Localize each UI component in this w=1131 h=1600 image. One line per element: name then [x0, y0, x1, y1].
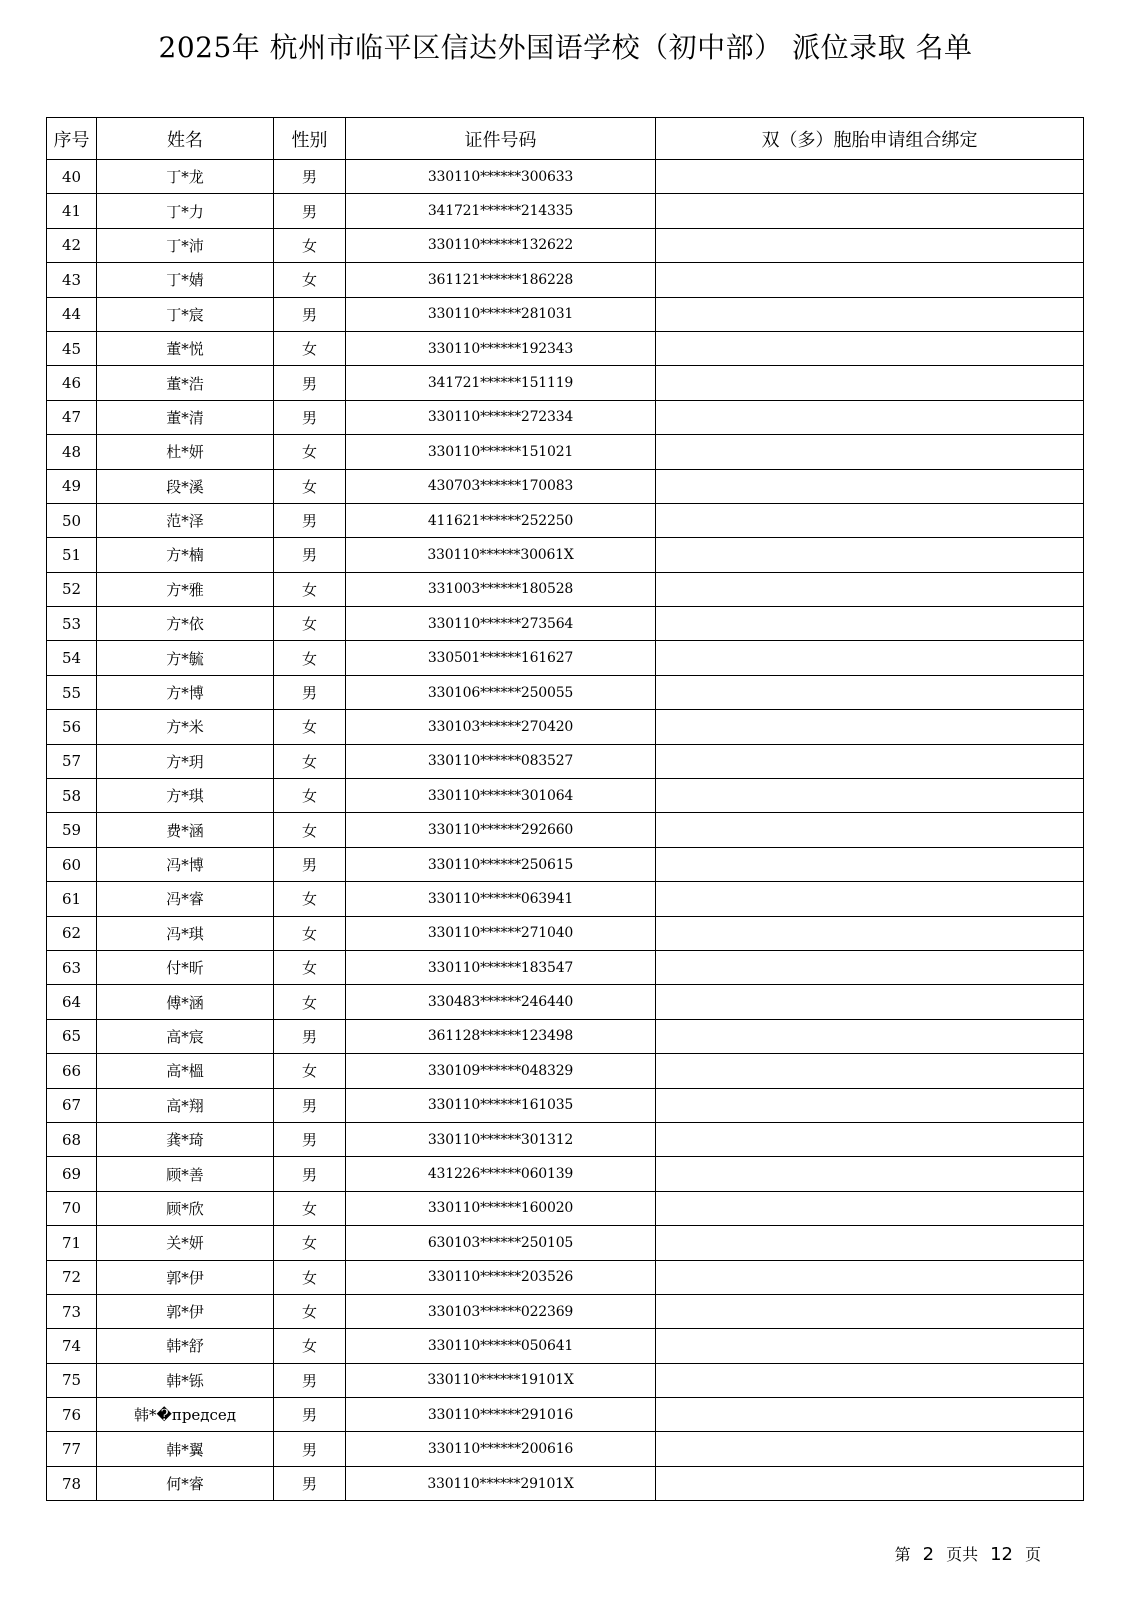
- page-footer: [895, 1542, 1041, 1565]
- cell-twin: [656, 1294, 1084, 1328]
- table-row: [47, 1088, 1084, 1122]
- cell-name: 龚*琦: [97, 1122, 274, 1156]
- cell-gender: 男: [274, 160, 346, 194]
- table-row: [47, 641, 1084, 675]
- cell-gender: 女: [274, 813, 346, 847]
- cell-twin: [656, 1157, 1084, 1191]
- cell-name: 高*翔: [97, 1088, 274, 1122]
- cell-twin: [656, 503, 1084, 537]
- cell-twin: [656, 916, 1084, 950]
- cell-twin: [656, 194, 1084, 228]
- table-row: [47, 366, 1084, 400]
- cell-seq: 58: [47, 779, 97, 813]
- cell-name: 冯*博: [97, 847, 274, 881]
- cell-gender: 男: [274, 538, 346, 572]
- cell-seq: 59: [47, 813, 97, 847]
- cell-id: 330110******29101X: [346, 1466, 656, 1500]
- cell-seq: 45: [47, 331, 97, 365]
- table-row: [47, 1191, 1084, 1225]
- table-row: [47, 1260, 1084, 1294]
- cell-twin: [656, 1363, 1084, 1397]
- cell-name: 高*榲: [97, 1054, 274, 1088]
- cell-twin: [656, 882, 1084, 916]
- cell-gender: 女: [274, 607, 346, 641]
- cell-seq: 72: [47, 1260, 97, 1294]
- cell-twin: [656, 1432, 1084, 1466]
- cell-twin: [656, 1466, 1084, 1500]
- footer-middle: 页共: [946, 1545, 979, 1564]
- cell-seq: 60: [47, 847, 97, 881]
- cell-name: 杜*妍: [97, 435, 274, 469]
- cell-name: 董*浩: [97, 366, 274, 400]
- cell-id: 330110******050641: [346, 1329, 656, 1363]
- cell-id: 330110******291016: [346, 1398, 656, 1432]
- cell-twin: [656, 607, 1084, 641]
- table-row: [47, 1432, 1084, 1466]
- cell-seq: 54: [47, 641, 97, 675]
- cell-twin: [656, 297, 1084, 331]
- table-row: [47, 744, 1084, 778]
- cell-id: 330110******19101X: [346, 1363, 656, 1397]
- cell-twin: [656, 985, 1084, 1019]
- cell-seq: 63: [47, 950, 97, 984]
- cell-id: 330110******192343: [346, 331, 656, 365]
- cell-id: 330110******183547: [346, 950, 656, 984]
- cell-seq: 41: [47, 194, 97, 228]
- cell-twin: [656, 779, 1084, 813]
- cell-seq: 42: [47, 228, 97, 262]
- cell-name: 段*溪: [97, 469, 274, 503]
- cell-name: 丁*宸: [97, 297, 274, 331]
- cell-id: 330110******273564: [346, 607, 656, 641]
- cell-twin: [656, 572, 1084, 606]
- cell-gender: 女: [274, 1329, 346, 1363]
- cell-id: 330106******250055: [346, 675, 656, 709]
- page-title: 2025年 杭州市临平区信达外国语学校（初中部） 派位录取 名单: [158, 31, 973, 64]
- cell-id: 330110******281031: [346, 297, 656, 331]
- cell-id: 411621******252250: [346, 503, 656, 537]
- table-row: [47, 985, 1084, 1019]
- cell-seq: 43: [47, 263, 97, 297]
- cell-id: 330110******271040: [346, 916, 656, 950]
- cell-gender: 男: [274, 847, 346, 881]
- cell-id: 330110******151021: [346, 435, 656, 469]
- cell-id: 330483******246440: [346, 985, 656, 1019]
- cell-gender: 男: [274, 1122, 346, 1156]
- cell-id: 330110******200616: [346, 1432, 656, 1466]
- cell-name: 丁*婧: [97, 263, 274, 297]
- cell-id: 330110******30061X: [346, 538, 656, 572]
- cell-id: 330110******083527: [346, 744, 656, 778]
- cell-name: 方*毓: [97, 641, 274, 675]
- cell-seq: 40: [47, 160, 97, 194]
- table-row: [47, 400, 1084, 434]
- table-header-row: [47, 118, 1084, 160]
- table-row: [47, 538, 1084, 572]
- cell-gender: 女: [274, 1294, 346, 1328]
- cell-gender: 男: [274, 297, 346, 331]
- footer-suffix: 页: [1024, 1545, 1041, 1564]
- cell-seq: 49: [47, 469, 97, 503]
- cell-name: 范*泽: [97, 503, 274, 537]
- cell-name: 方*博: [97, 675, 274, 709]
- cell-id: 330110******063941: [346, 882, 656, 916]
- cell-gender: 女: [274, 710, 346, 744]
- cell-name: 顾*欣: [97, 1191, 274, 1225]
- cell-gender: 男: [274, 503, 346, 537]
- cell-name: 冯*睿: [97, 882, 274, 916]
- cell-seq: 56: [47, 710, 97, 744]
- cell-name: 关*妍: [97, 1226, 274, 1260]
- footer-page-number: 2: [922, 1544, 935, 1565]
- cell-name: 何*睿: [97, 1466, 274, 1500]
- admission-list-table: [46, 117, 1084, 1501]
- cell-name: 方*琪: [97, 779, 274, 813]
- cell-seq: 53: [47, 607, 97, 641]
- cell-name: 韩*铄: [97, 1363, 274, 1397]
- cell-gender: 女: [274, 572, 346, 606]
- cell-gender: 男: [274, 194, 346, 228]
- cell-seq: 77: [47, 1432, 97, 1466]
- table-row: [47, 1054, 1084, 1088]
- table-row: [47, 1122, 1084, 1156]
- cell-gender: 女: [274, 331, 346, 365]
- table-row: [47, 572, 1084, 606]
- cell-gender: 女: [274, 916, 346, 950]
- cell-name: 郭*伊: [97, 1260, 274, 1294]
- cell-twin: [656, 1122, 1084, 1156]
- cell-id: 330103******270420: [346, 710, 656, 744]
- table-body: [47, 160, 1084, 1501]
- cell-gender: 女: [274, 744, 346, 778]
- cell-seq: 47: [47, 400, 97, 434]
- cell-id: 431226******060139: [346, 1157, 656, 1191]
- cell-id: 330110******301064: [346, 779, 656, 813]
- table-row: [47, 297, 1084, 331]
- table-row: [47, 194, 1084, 228]
- cell-twin: [656, 1260, 1084, 1294]
- cell-twin: [656, 538, 1084, 572]
- cell-gender: 男: [274, 1019, 346, 1053]
- table-row: [47, 813, 1084, 847]
- table-row: [47, 1398, 1084, 1432]
- table-row: [47, 331, 1084, 365]
- header-seq: 序号: [47, 118, 97, 160]
- header-id: 证件号码: [346, 118, 656, 160]
- cell-seq: 46: [47, 366, 97, 400]
- cell-twin: [656, 1329, 1084, 1363]
- cell-twin: [656, 1019, 1084, 1053]
- cell-twin: [656, 1054, 1084, 1088]
- table-row: [47, 1466, 1084, 1500]
- cell-gender: 男: [274, 1432, 346, 1466]
- cell-twin: [656, 435, 1084, 469]
- table-row: [47, 882, 1084, 916]
- cell-id: 330110******161035: [346, 1088, 656, 1122]
- cell-twin: [656, 1088, 1084, 1122]
- cell-twin: [656, 263, 1084, 297]
- cell-gender: 女: [274, 228, 346, 262]
- table-row: [47, 950, 1084, 984]
- cell-seq: 62: [47, 916, 97, 950]
- cell-id: 430703******170083: [346, 469, 656, 503]
- cell-name: 冯*琪: [97, 916, 274, 950]
- table-row: [47, 503, 1084, 537]
- table-row: [47, 1019, 1084, 1053]
- cell-twin: [656, 366, 1084, 400]
- cell-id: 330110******160020: [346, 1191, 656, 1225]
- header-name: 姓名: [97, 118, 274, 160]
- cell-twin: [656, 469, 1084, 503]
- cell-twin: [656, 1226, 1084, 1260]
- cell-gender: 男: [274, 1088, 346, 1122]
- table-row: [47, 847, 1084, 881]
- cell-id: 361128******123498: [346, 1019, 656, 1053]
- cell-gender: 男: [274, 1466, 346, 1500]
- cell-name: 韩*舒: [97, 1329, 274, 1363]
- cell-seq: 78: [47, 1466, 97, 1500]
- cell-name: 方*楠: [97, 538, 274, 572]
- cell-name: 方*米: [97, 710, 274, 744]
- cell-seq: 76: [47, 1398, 97, 1432]
- cell-name: 郭*伊: [97, 1294, 274, 1328]
- cell-name: 高*宸: [97, 1019, 274, 1053]
- cell-name: 丁*沛: [97, 228, 274, 262]
- cell-name: 方*雅: [97, 572, 274, 606]
- table-row: [47, 779, 1084, 813]
- cell-seq: 70: [47, 1191, 97, 1225]
- cell-id: 330110******272334: [346, 400, 656, 434]
- cell-seq: 68: [47, 1122, 97, 1156]
- cell-twin: [656, 641, 1084, 675]
- cell-name: 方*玥: [97, 744, 274, 778]
- cell-id: 341721******151119: [346, 366, 656, 400]
- footer-prefix: 第: [894, 1545, 911, 1564]
- cell-id: 361121******186228: [346, 263, 656, 297]
- header-gender: 性别: [274, 118, 346, 160]
- cell-twin: [656, 950, 1084, 984]
- cell-gender: 女: [274, 1260, 346, 1294]
- cell-name: 顾*善: [97, 1157, 274, 1191]
- cell-id: 330109******048329: [346, 1054, 656, 1088]
- cell-name: 傅*涵: [97, 985, 274, 1019]
- cell-gender: 女: [274, 1191, 346, 1225]
- cell-id: 341721******214335: [346, 194, 656, 228]
- cell-twin: [656, 813, 1084, 847]
- cell-name: 丁*龙: [97, 160, 274, 194]
- cell-twin: [656, 675, 1084, 709]
- cell-seq: 75: [47, 1363, 97, 1397]
- cell-seq: 55: [47, 675, 97, 709]
- cell-seq: 52: [47, 572, 97, 606]
- cell-gender: 男: [274, 1157, 346, 1191]
- cell-twin: [656, 1398, 1084, 1432]
- cell-id: 330110******292660: [346, 813, 656, 847]
- cell-name: 丁*力: [97, 194, 274, 228]
- table-row: [47, 263, 1084, 297]
- cell-gender: 女: [274, 950, 346, 984]
- cell-name: 韩*翼: [97, 1432, 274, 1466]
- cell-gender: 男: [274, 1398, 346, 1432]
- cell-twin: [656, 400, 1084, 434]
- cell-gender: 女: [274, 882, 346, 916]
- cell-gender: 女: [274, 263, 346, 297]
- cell-seq: 74: [47, 1329, 97, 1363]
- cell-seq: 64: [47, 985, 97, 1019]
- cell-gender: 女: [274, 469, 346, 503]
- cell-seq: 51: [47, 538, 97, 572]
- cell-seq: 67: [47, 1088, 97, 1122]
- cell-name: 方*依: [97, 607, 274, 641]
- cell-gender: 女: [274, 435, 346, 469]
- cell-id: 330110******301312: [346, 1122, 656, 1156]
- cell-id: 331003******180528: [346, 572, 656, 606]
- cell-name: 韩*�председ: [97, 1398, 274, 1432]
- cell-name: 付*昕: [97, 950, 274, 984]
- table-row: [47, 1157, 1084, 1191]
- cell-twin: [656, 228, 1084, 262]
- cell-gender: 男: [274, 366, 346, 400]
- table-row: [47, 228, 1084, 262]
- header-twin: 双（多）胞胎申请组合绑定: [656, 118, 1084, 160]
- cell-twin: [656, 1191, 1084, 1225]
- cell-twin: [656, 331, 1084, 365]
- cell-gender: 男: [274, 1363, 346, 1397]
- cell-seq: 71: [47, 1226, 97, 1260]
- cell-name: 董*清: [97, 400, 274, 434]
- table-row: [47, 1294, 1084, 1328]
- cell-seq: 69: [47, 1157, 97, 1191]
- table-row: [47, 1363, 1084, 1397]
- cell-id: 630103******250105: [346, 1226, 656, 1260]
- cell-seq: 61: [47, 882, 97, 916]
- cell-id: 330501******161627: [346, 641, 656, 675]
- cell-gender: 男: [274, 400, 346, 434]
- cell-twin: [656, 710, 1084, 744]
- cell-twin: [656, 744, 1084, 778]
- cell-gender: 男: [274, 675, 346, 709]
- cell-id: 330103******022369: [346, 1294, 656, 1328]
- cell-seq: 57: [47, 744, 97, 778]
- table-row: [47, 435, 1084, 469]
- cell-seq: 66: [47, 1054, 97, 1088]
- cell-id: 330110******203526: [346, 1260, 656, 1294]
- table-row: [47, 1226, 1084, 1260]
- cell-gender: 女: [274, 779, 346, 813]
- cell-id: 330110******132622: [346, 228, 656, 262]
- table-row: [47, 1329, 1084, 1363]
- cell-seq: 44: [47, 297, 97, 331]
- cell-seq: 73: [47, 1294, 97, 1328]
- cell-gender: 女: [274, 1054, 346, 1088]
- cell-twin: [656, 160, 1084, 194]
- table-row: [47, 916, 1084, 950]
- table-row: [47, 607, 1084, 641]
- cell-seq: 65: [47, 1019, 97, 1053]
- cell-name: 费*涵: [97, 813, 274, 847]
- table-row: [47, 710, 1084, 744]
- table-row: [47, 675, 1084, 709]
- cell-id: 330110******300633: [346, 160, 656, 194]
- cell-gender: 女: [274, 641, 346, 675]
- cell-id: 330110******250615: [346, 847, 656, 881]
- cell-seq: 48: [47, 435, 97, 469]
- cell-name: 董*悦: [97, 331, 274, 365]
- table-row: [47, 160, 1084, 194]
- cell-gender: 女: [274, 985, 346, 1019]
- table-row: [47, 469, 1084, 503]
- footer-total-pages: 12: [990, 1544, 1013, 1565]
- cell-seq: 50: [47, 503, 97, 537]
- cell-gender: 女: [274, 1226, 346, 1260]
- cell-twin: [656, 847, 1084, 881]
